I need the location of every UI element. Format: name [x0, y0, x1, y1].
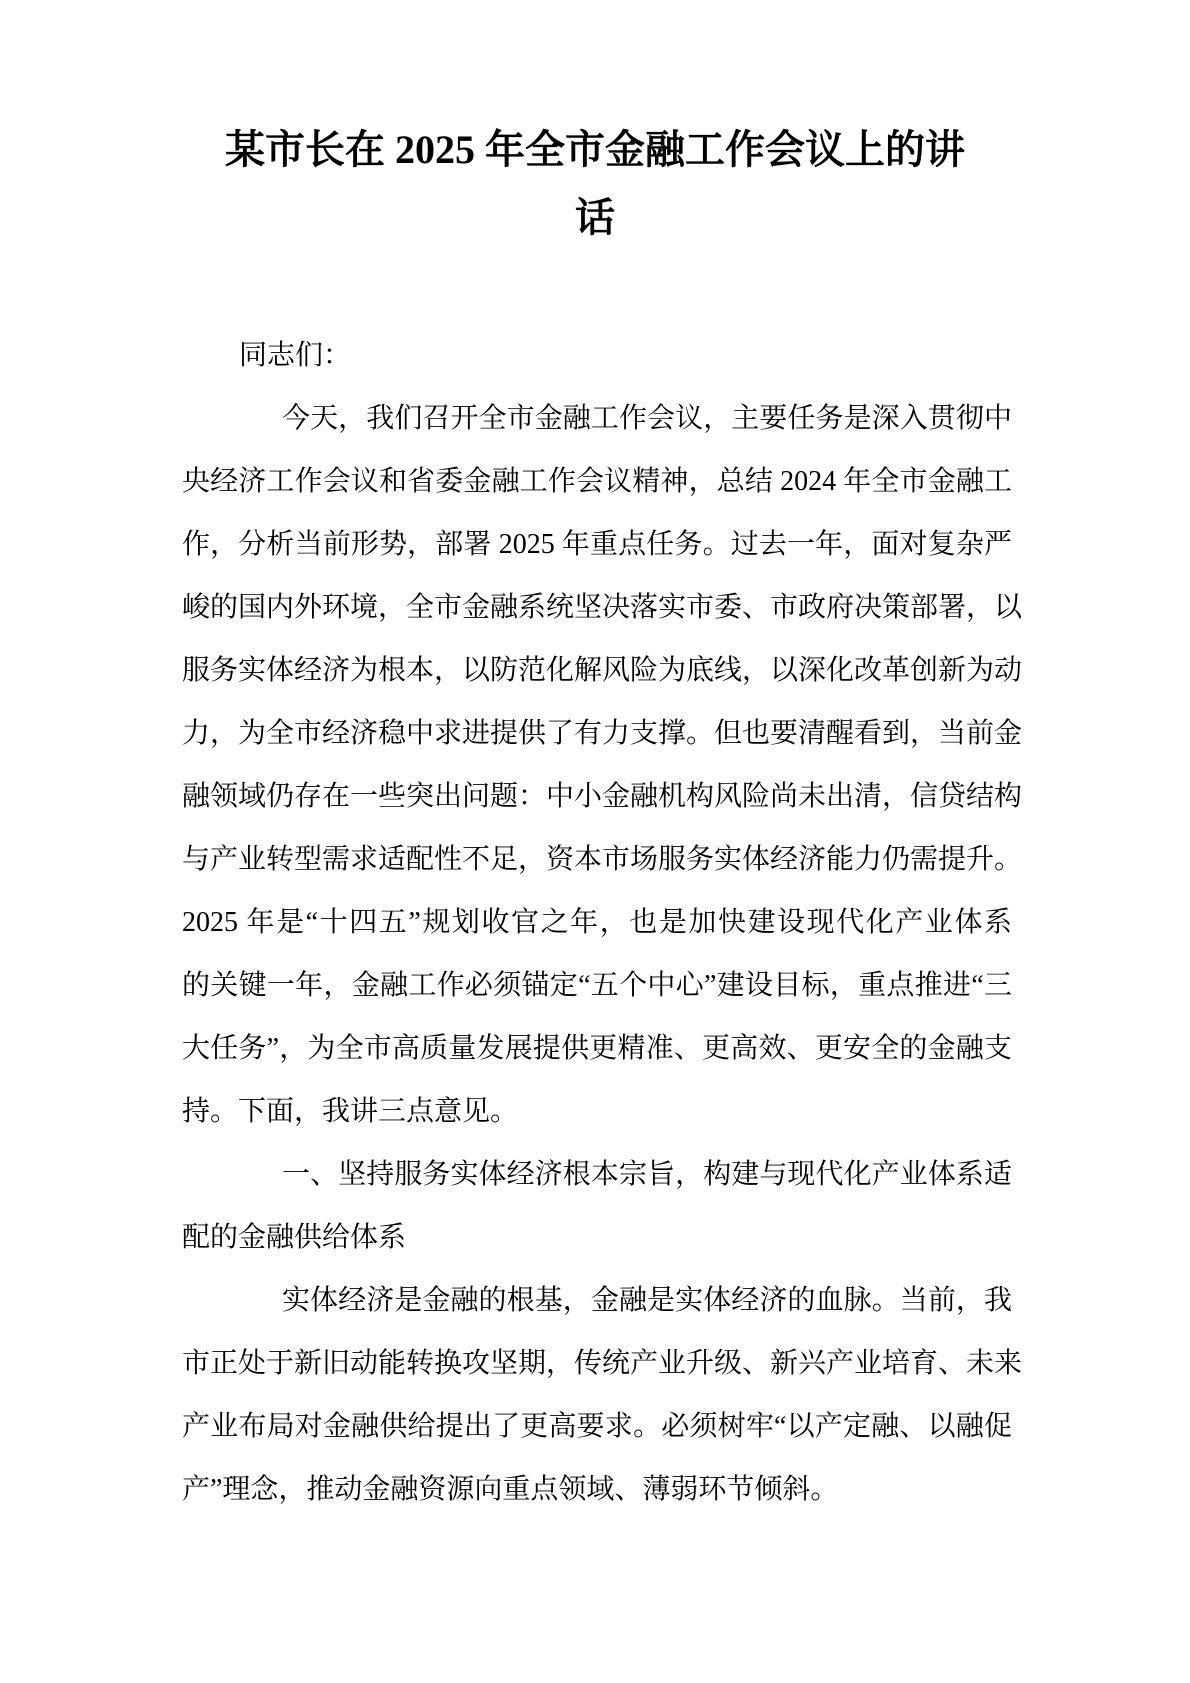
text-line: 持。下面，我讲三点意见。: [182, 1096, 519, 1127]
text-line: 大任务”，为全市高质量发展提供更精准、更高效、更安全的金融支: [182, 1033, 1012, 1064]
text-line: 服务实体经济为根本，以防范化解风险为底线，以深化改革创新为动: [182, 655, 1023, 686]
document-body: [182, 324, 1023, 1521]
text-line: 力，为全市经济稳中求进提供了有力支撑。但也要清醒看到，当前金: [182, 718, 1023, 749]
text-line: 的关键一年，金融工作必须锚定“五个中心”建设目标，重点推进“三: [182, 970, 1012, 1001]
document-title: [0, 0, 1190, 252]
text-line: 实体经济是金融的根基，金融是实体经济的血脉。当前，我: [282, 1285, 1012, 1316]
text-line: 与产业转型需求适配性不足，资本市场服务实体经济能力仍需提升。: [182, 844, 1023, 875]
text-line: 产”理念，推动金融资源向重点领域、薄弱环节倾斜。: [182, 1474, 839, 1505]
text-line: 市正处于新旧动能转换攻坚期，传统产业升级、新兴产业培育、未来: [182, 1348, 1023, 1379]
heading-line: 配的金融供给体系: [182, 1222, 407, 1253]
text-line: 同志们：: [239, 340, 352, 371]
text-line: 作，分析当前形势，部署 2025 年重点任务。过去一年，面对复杂严: [182, 529, 1012, 560]
text-line: 央经济工作会议和省委金融工作会议精神，总结 2024 年全市金融工: [182, 466, 1012, 497]
title-line-2: 话: [575, 195, 615, 240]
text-line: 今天，我们召开全市金融工作会议，主要任务是深入贯彻中: [282, 403, 1012, 434]
title-line-1: 某市长在 2025 年全市金融工作会议上的讲: [225, 127, 965, 172]
text-line: 产业布局对金融供给提出了更高要求。必须树牢“以产定融、以融促: [182, 1411, 1012, 1442]
text-line: 2025 年是“十四五”规划收官之年，也是加快建设现代化产业体系: [182, 907, 1012, 938]
text-line: 融领域仍存在一些突出问题：中小金融机构风险尚未出清，信贷结构: [182, 781, 1023, 812]
heading-line: 一、坚持服务实体经济根本宗旨，构建与现代化产业体系适: [282, 1159, 1012, 1190]
text-line: 峻的国内外环境，全市金融系统坚决落实市委、市政府决策部署，以: [182, 592, 1023, 623]
